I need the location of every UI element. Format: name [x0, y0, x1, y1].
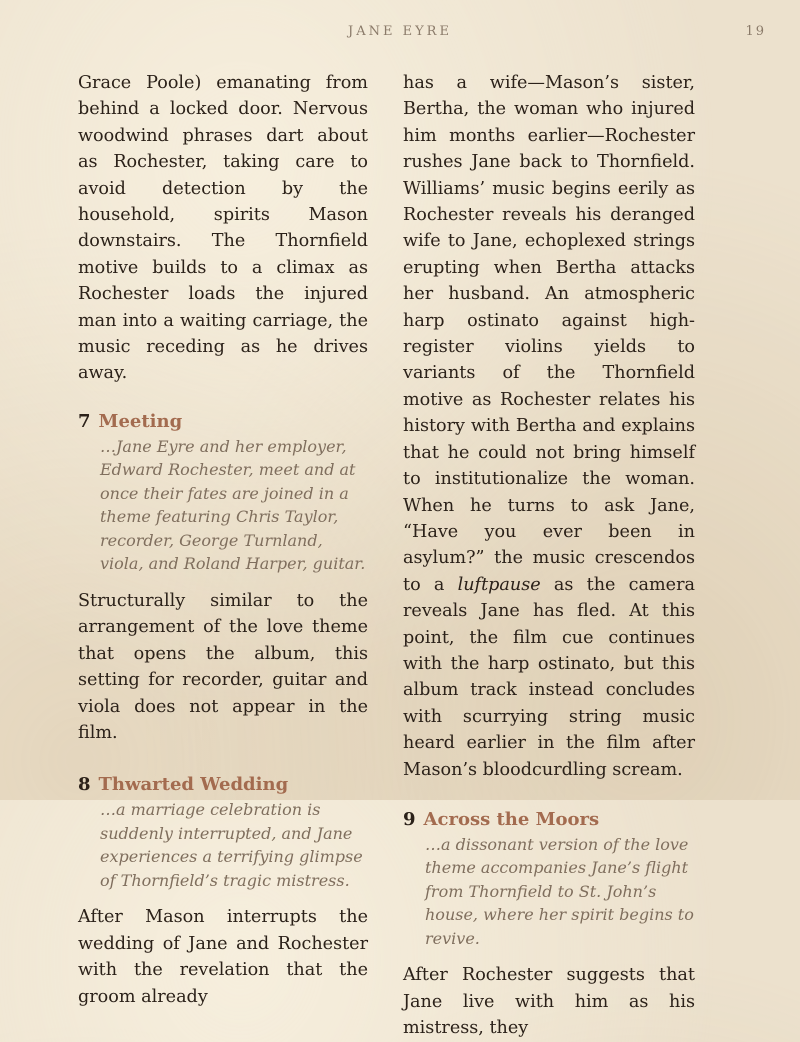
page-number: 19 — [745, 24, 766, 39]
paragraph: Grace Poole) emanating from behind a locked door. Nervous woodwind phrases dart about as Rochester, taking care to avoid detection by the household, spirits Mason downstairs. The Thornfield motive builds to a climax as Rochester loads the injured man into a waiting carriage, the music receding as he drives away. — [78, 73, 368, 384]
paragraph: Structurally similar to the arrangement of the love theme that opens the album, this setting for recorder, guitar and viola does not appear in the film. — [78, 590, 368, 743]
paragraph-text: has a wife—Mason’s sister, Bertha, the woman who injured him months earlier—Rochester rushes Jane back to Thornfield. Williams’ music begins eerily as Rochester reveals his deranged wife to Jane, echoplexed strings erupting when Bertha attacks her husband. An atmospheric harp ostinato against high-register violins yields to variants of the Thornfield motive as Rochester relates his history with Bertha and explains that he could not bring himself to institutionalize the woman. When he turns to ask Jane, “Have you ever been in asylum?” the music crescendos to a — [403, 73, 695, 595]
track-number: 9 — [403, 808, 416, 830]
track-description: …Jane Eyre and her employer, Edward Rochester, meet and at once their fates are joined in a theme featuring Chris Taylor, recorder, George Turnland, viola, and Roland Harper, guitar. — [100, 436, 366, 574]
right-column — [403, 70, 695, 1042]
paragraph — [403, 70, 695, 783]
paragraph-text: as the camera reveals Jane has fled. At this point, the film cue continues with the harp ostinato, but this album track instead concludes with scurrying string music heard earlier in the film after Mason’s bloodcurdling scream. — [403, 574, 695, 780]
track-heading — [403, 807, 695, 833]
track-heading — [78, 409, 368, 435]
track-number: 7 — [78, 410, 91, 432]
track-title: Across the Moors — [423, 808, 600, 830]
italic-term: luftpause — [457, 574, 541, 595]
track-description: …a dissonant version of the love theme accompanies Jane’s flight from Thornfield to St. John’s house, where her spirit begins to revive. — [425, 834, 694, 948]
track-heading — [78, 772, 368, 798]
paragraph: After Mason interrupts the wedding of Jane and Rochester with the revelation that the groom already — [78, 907, 368, 1007]
track-description: …a marriage celebration is suddenly interrupted, and Jane experiences a terrifying glimpse of Thornfield’s tragic mistress. — [100, 800, 363, 890]
running-title: JANE EYRE — [348, 24, 452, 39]
track-entry-9 — [403, 807, 695, 951]
track-entry-7 — [78, 409, 368, 576]
track-title: Thwarted Wedding — [98, 774, 289, 796]
track-entry-8 — [78, 772, 368, 892]
track-number: 8 — [78, 774, 91, 796]
track-title: Meeting — [98, 410, 183, 432]
left-column — [78, 70, 368, 1010]
paragraph: After Rochester suggests that Jane live with him as his mistress, they — [403, 965, 695, 1039]
